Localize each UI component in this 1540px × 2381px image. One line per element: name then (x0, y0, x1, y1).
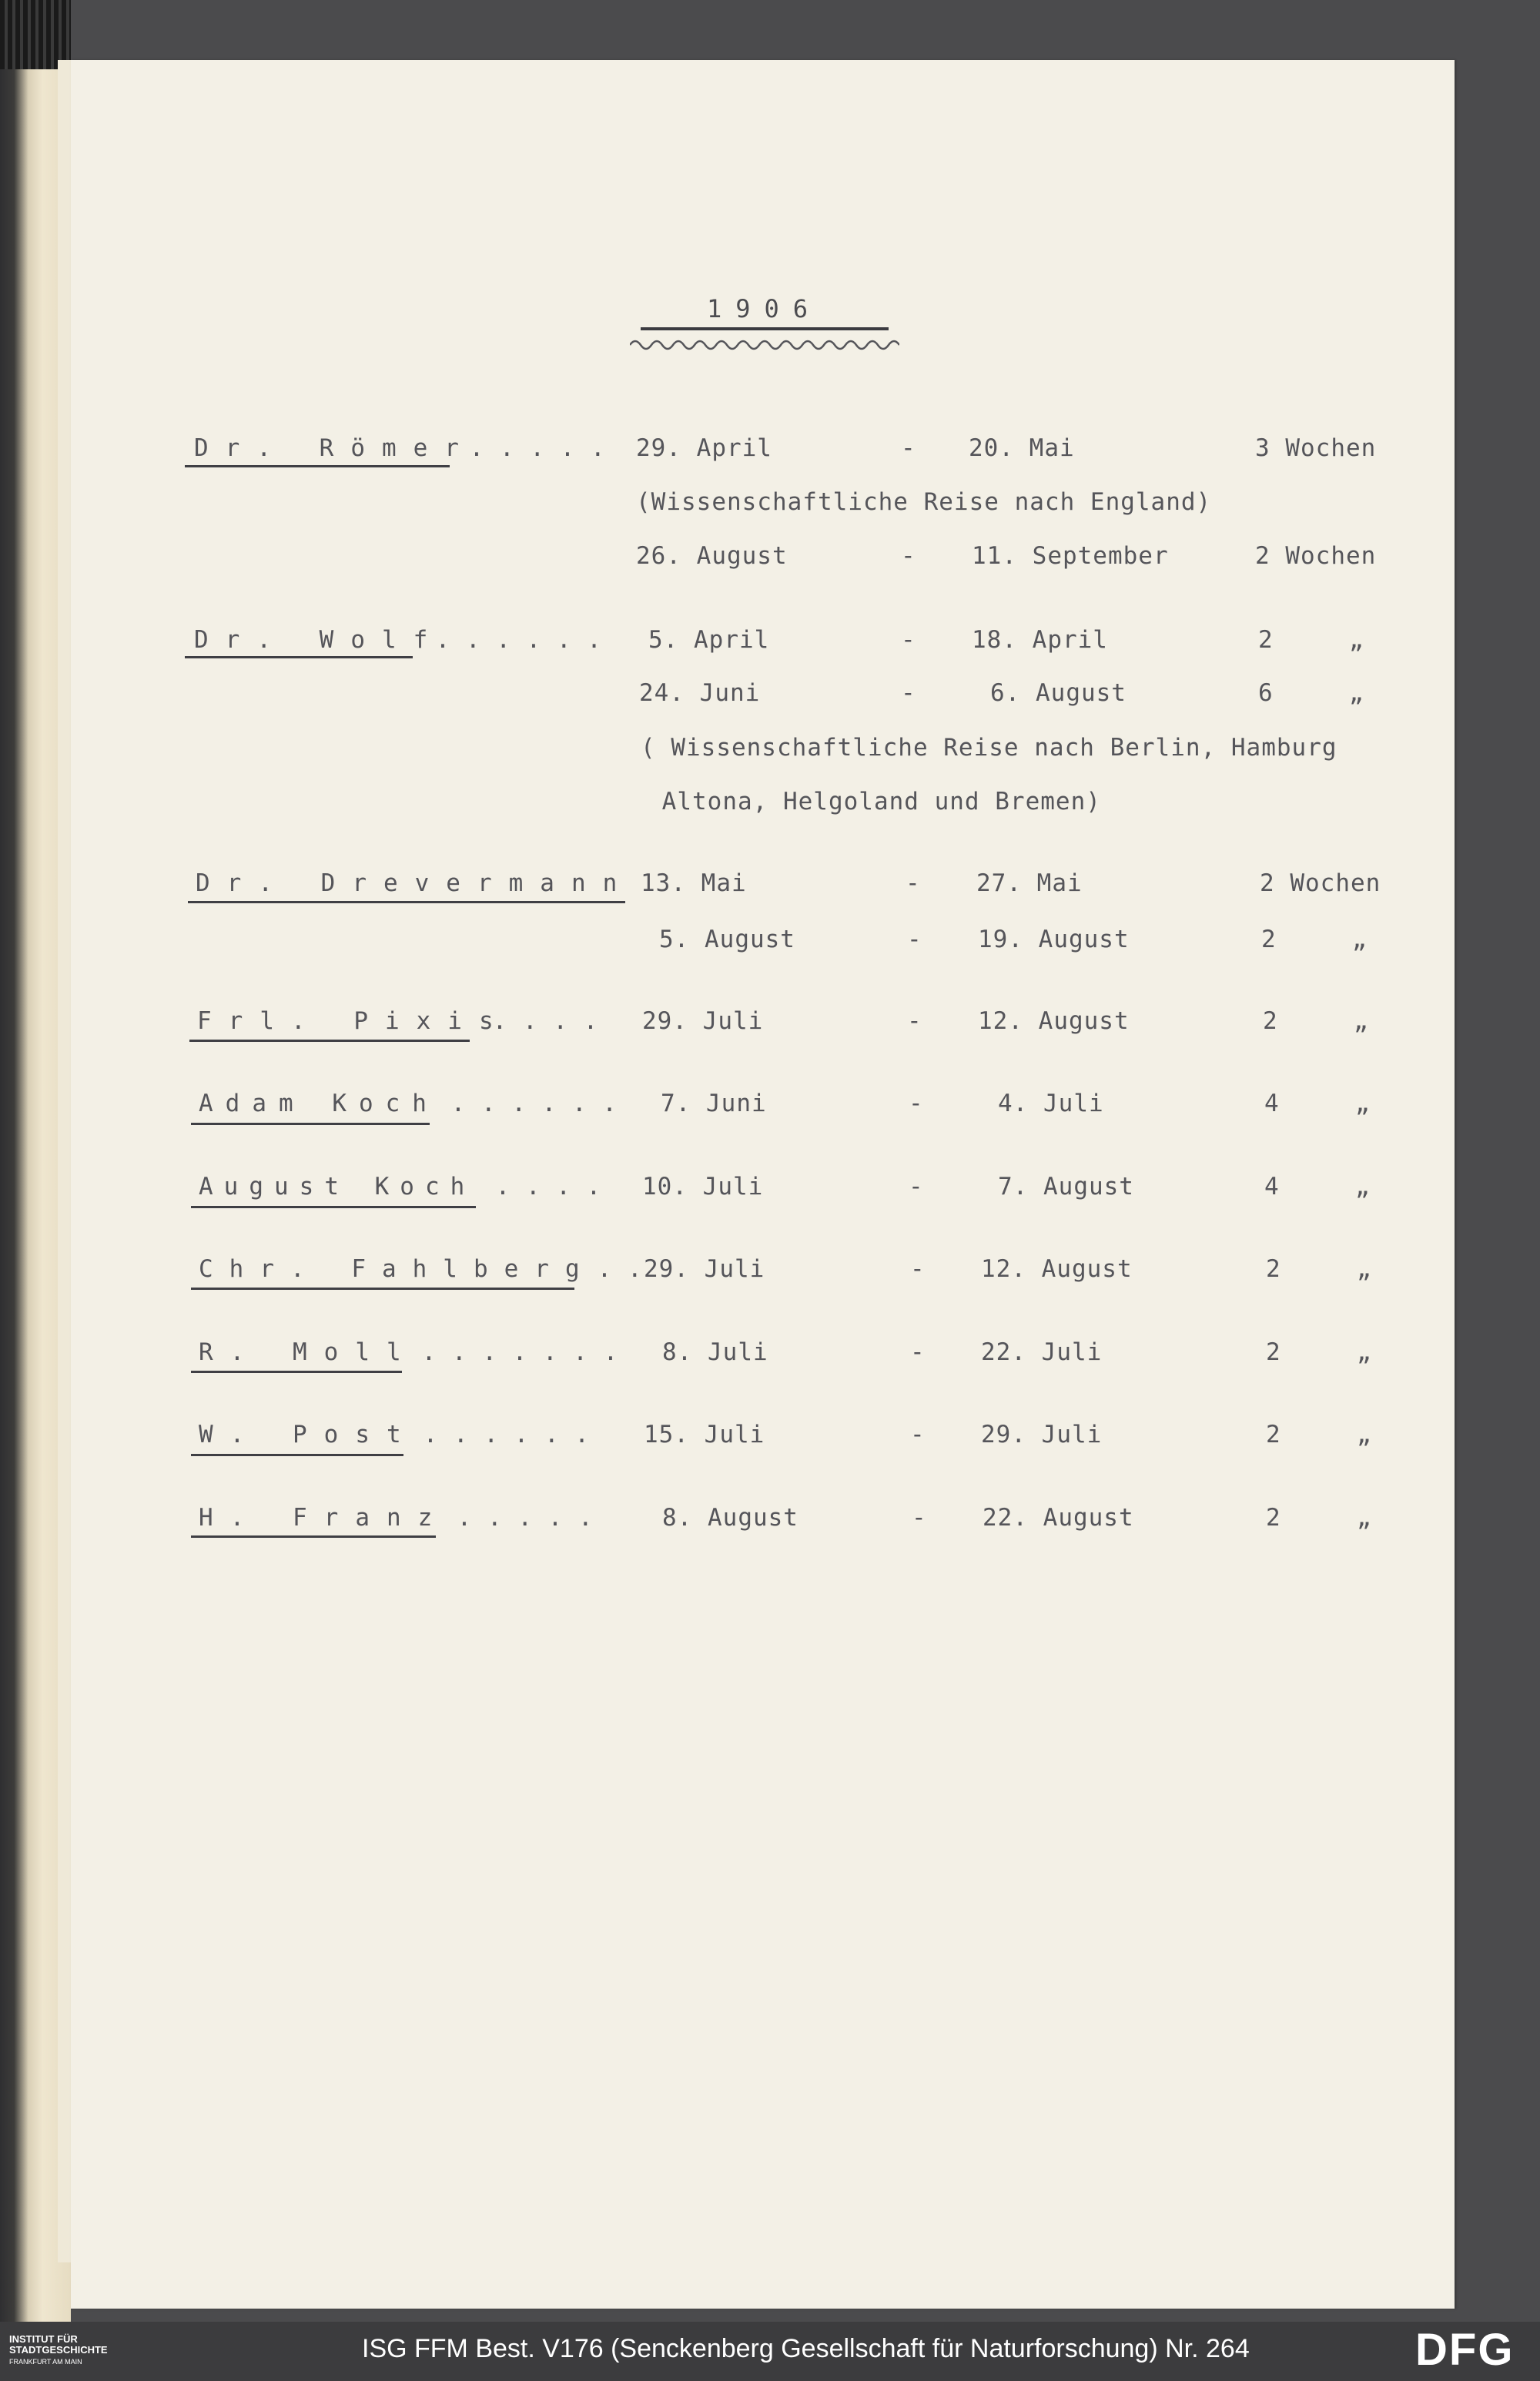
duration: 4 „ (1264, 1173, 1371, 1201)
name-underline (191, 1535, 436, 1538)
name-underline (188, 901, 625, 903)
note: (Wissenschaftliche Reise nach England) (636, 488, 1212, 516)
duration: 6 „ (1258, 679, 1364, 707)
duration: 2 „ (1261, 926, 1368, 953)
leader-dots: . . . . . . . (407, 1338, 619, 1366)
dfg-logo: DFG (1415, 2325, 1515, 2375)
date-end: 18. April (972, 626, 1108, 654)
entry-name-roemer: Dr. Römer (194, 434, 476, 462)
duration: 3 Wochen (1255, 434, 1377, 462)
date-end: 4. Juli (998, 1090, 1104, 1117)
year-underline (641, 327, 889, 330)
duration: 2 „ (1263, 1007, 1369, 1035)
duration: 2 „ (1266, 1255, 1372, 1283)
date-start: 8. August (662, 1504, 798, 1532)
date-start: 15. Juli (644, 1421, 765, 1448)
wavy-ornament (630, 336, 899, 354)
leader-dots: . . (582, 1255, 643, 1283)
name-underline (185, 465, 450, 467)
date-dash: - (910, 1338, 926, 1366)
date-end: 12. August (978, 1007, 1130, 1035)
date-end: 11. September (972, 542, 1169, 570)
date-dash: - (901, 542, 916, 570)
duration: 4 „ (1264, 1090, 1371, 1117)
duration: 2 „ (1266, 1504, 1372, 1532)
name-underline (191, 1123, 430, 1125)
date-start: 13. Mai (641, 869, 747, 897)
year-heading: 1906 (707, 294, 822, 323)
date-dash: - (912, 1504, 927, 1532)
date-start: 7. Juni (661, 1090, 767, 1117)
date-end: 7. August (998, 1173, 1134, 1201)
date-dash: - (910, 1421, 926, 1448)
leader-dots: . . . . . . (436, 1090, 618, 1117)
date-start: 29. Juli (642, 1007, 764, 1035)
note: ( Wissenschaftliche Reise nach Berlin, Hamburg (641, 734, 1337, 762)
date-dash: - (901, 626, 916, 654)
entry-name-adam-koch: Adam Koch (199, 1090, 439, 1117)
duration: 2 Wochen (1260, 869, 1381, 897)
date-end: 12. August (981, 1255, 1133, 1283)
name-underline (185, 656, 413, 658)
date-start: 5. April (648, 626, 770, 654)
entry-name-drevermann: Dr. Drevermann (196, 869, 634, 897)
entry-name-post: W. Post (199, 1421, 418, 1448)
name-underline (191, 1206, 476, 1208)
date-start: 26. August (636, 542, 788, 570)
date-start: 29. Juli (644, 1255, 765, 1283)
entry-name-wolf: Dr. Wolf (194, 626, 445, 654)
leader-dots: . . . . . (454, 434, 606, 462)
date-dash: - (909, 1173, 924, 1201)
date-end: 29. Juli (981, 1421, 1103, 1448)
date-end: 22. August (983, 1504, 1134, 1532)
entry-name-august-koch: August Koch (199, 1173, 476, 1201)
date-dash: - (901, 679, 916, 707)
duration: 2 „ (1266, 1338, 1372, 1366)
date-start: 29. April (636, 434, 772, 462)
date-dash: - (910, 1255, 926, 1283)
leader-dots: . . . . (477, 1007, 599, 1035)
archive-citation: ISG FFM Best. V176 (Senckenberg Gesellschaft für Naturforschung) Nr. 264 (362, 2334, 1250, 2363)
date-start: 5. August (659, 926, 795, 953)
date-end: 27. Mai (976, 869, 1083, 897)
date-dash: - (901, 434, 916, 462)
date-end: 6. August (990, 679, 1127, 707)
entry-name-fahlberg: Chr. Fahlberg (199, 1255, 596, 1283)
date-start: 8. Juli (662, 1338, 768, 1366)
leader-dots: . . . . . . (408, 1421, 590, 1448)
name-underline (189, 1040, 470, 1042)
date-start: 10. Juli (642, 1173, 764, 1201)
date-end: 20. Mai (969, 434, 1075, 462)
date-end: 19. August (978, 926, 1130, 953)
archive-footer (0, 2322, 1540, 2381)
entry-name-pixis: Frl. Pixis (197, 1007, 511, 1035)
leader-dots: . . . . . . (420, 626, 602, 654)
duration: 2 „ (1266, 1421, 1372, 1448)
name-underline (191, 1288, 574, 1290)
date-dash: - (907, 926, 922, 953)
isg-logo: INSTITUT FÜR STADTGESCHICHTE FRANKFURT AM MAIN (9, 2333, 108, 2366)
name-underline (191, 1454, 403, 1456)
date-dash: - (907, 1007, 922, 1035)
entry-name-franz: H. Franz (199, 1504, 450, 1532)
leader-dots: . . . . (480, 1173, 602, 1201)
spine-cloth (0, 0, 71, 69)
entry-name-moll: R. Moll (199, 1338, 418, 1366)
duration: 2 „ (1258, 626, 1364, 654)
date-end: 22. Juli (981, 1338, 1103, 1366)
date-start: 24. Juni (639, 679, 761, 707)
date-dash: - (909, 1090, 924, 1117)
date-dash: - (906, 869, 921, 897)
leader-dots: . . . . . (442, 1504, 594, 1532)
duration: 2 Wochen (1255, 542, 1377, 570)
name-underline (191, 1371, 402, 1373)
note: Altona, Helgoland und Bremen) (647, 788, 1101, 815)
